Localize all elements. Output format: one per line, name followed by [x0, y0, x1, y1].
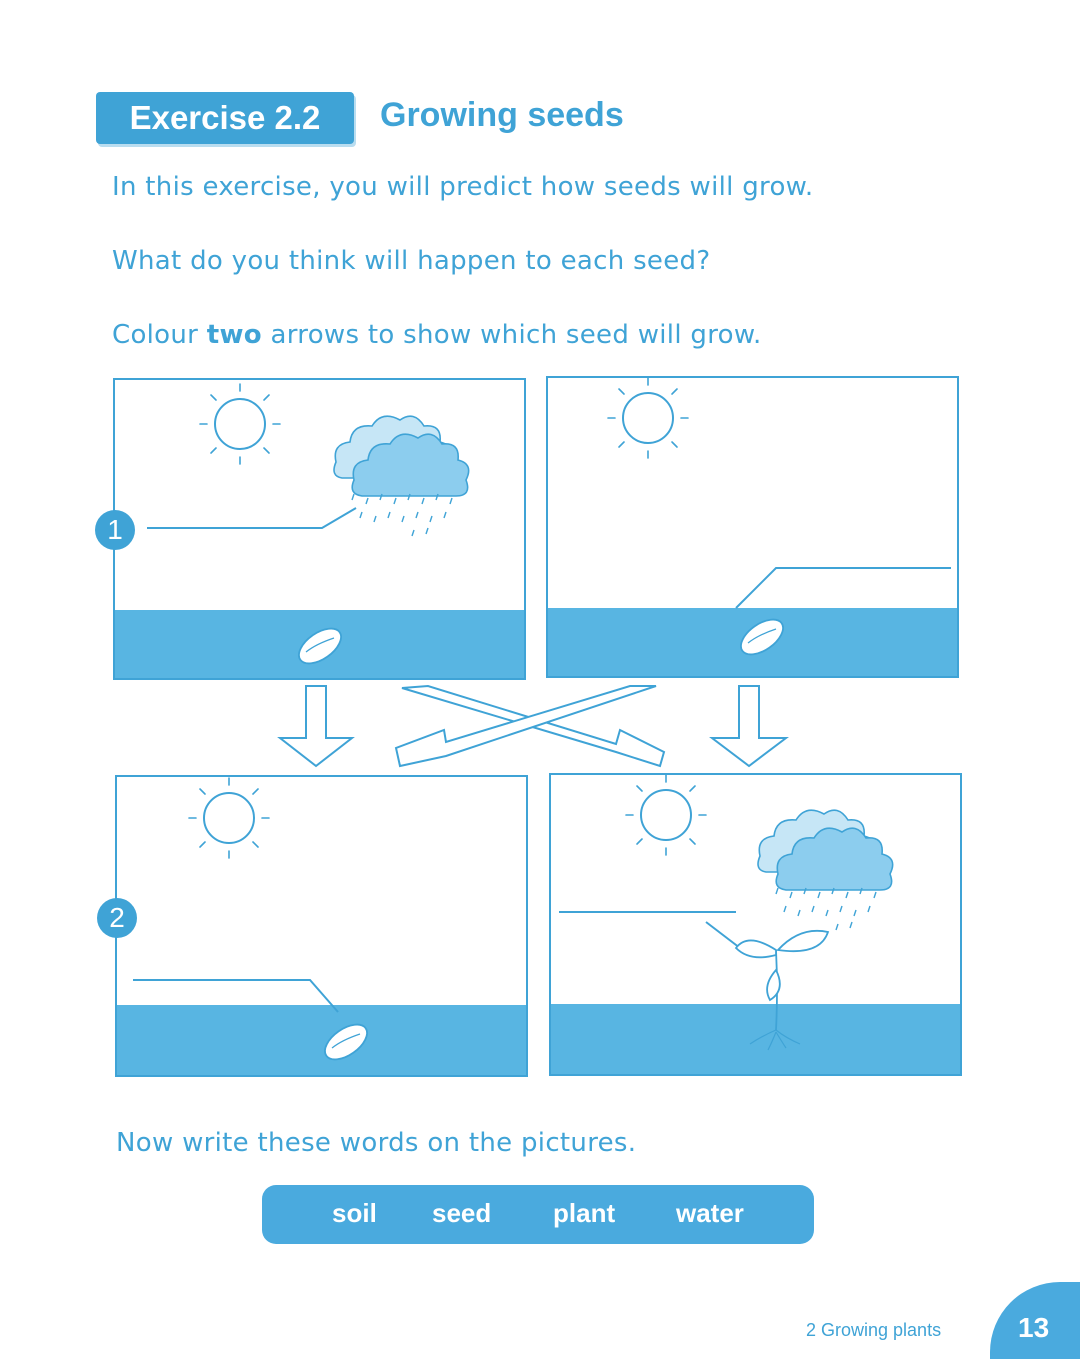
- marker-1: 1: [95, 510, 135, 550]
- sun-icon: [200, 384, 280, 464]
- sun-icon: [608, 378, 688, 458]
- cloud-icon: [334, 416, 469, 496]
- instruction-line-3: Colour two arrows to show which seed will grow.: [112, 320, 762, 350]
- label-line: [736, 568, 951, 608]
- word-prompt: Now write these words on the pictures.: [116, 1128, 637, 1158]
- label-line: [147, 508, 356, 528]
- word-seed: seed: [432, 1198, 492, 1228]
- chapter-label: 2 Growing plants: [806, 1320, 942, 1340]
- seed-icon: [735, 613, 789, 662]
- instruction-line-2: What do you think will happen to each seed?: [112, 246, 711, 276]
- exercise-title: Growing seeds: [380, 96, 624, 134]
- rain-icon: [776, 888, 876, 930]
- label-line: [133, 980, 338, 1012]
- marker-2: 2: [97, 898, 137, 938]
- cloud-icon: [758, 810, 893, 890]
- word-water: water: [676, 1198, 744, 1228]
- sun-icon: [189, 778, 269, 858]
- arrow-down-left: [280, 686, 352, 766]
- page-number: 13: [1018, 1312, 1050, 1343]
- arrow-down-right: [712, 686, 786, 766]
- word-soil: soil: [332, 1198, 377, 1228]
- rain-icon: [352, 494, 452, 536]
- seed-icon: [319, 1018, 373, 1067]
- sun-icon: [626, 775, 706, 855]
- word-plant: plant: [553, 1198, 616, 1228]
- seed-icon: [293, 622, 347, 671]
- plant-icon: [736, 931, 828, 1050]
- exercise-badge: Exercise 2.2: [96, 92, 354, 144]
- instruction-line-1: In this exercise, you will predict how seeds will grow.: [112, 172, 814, 202]
